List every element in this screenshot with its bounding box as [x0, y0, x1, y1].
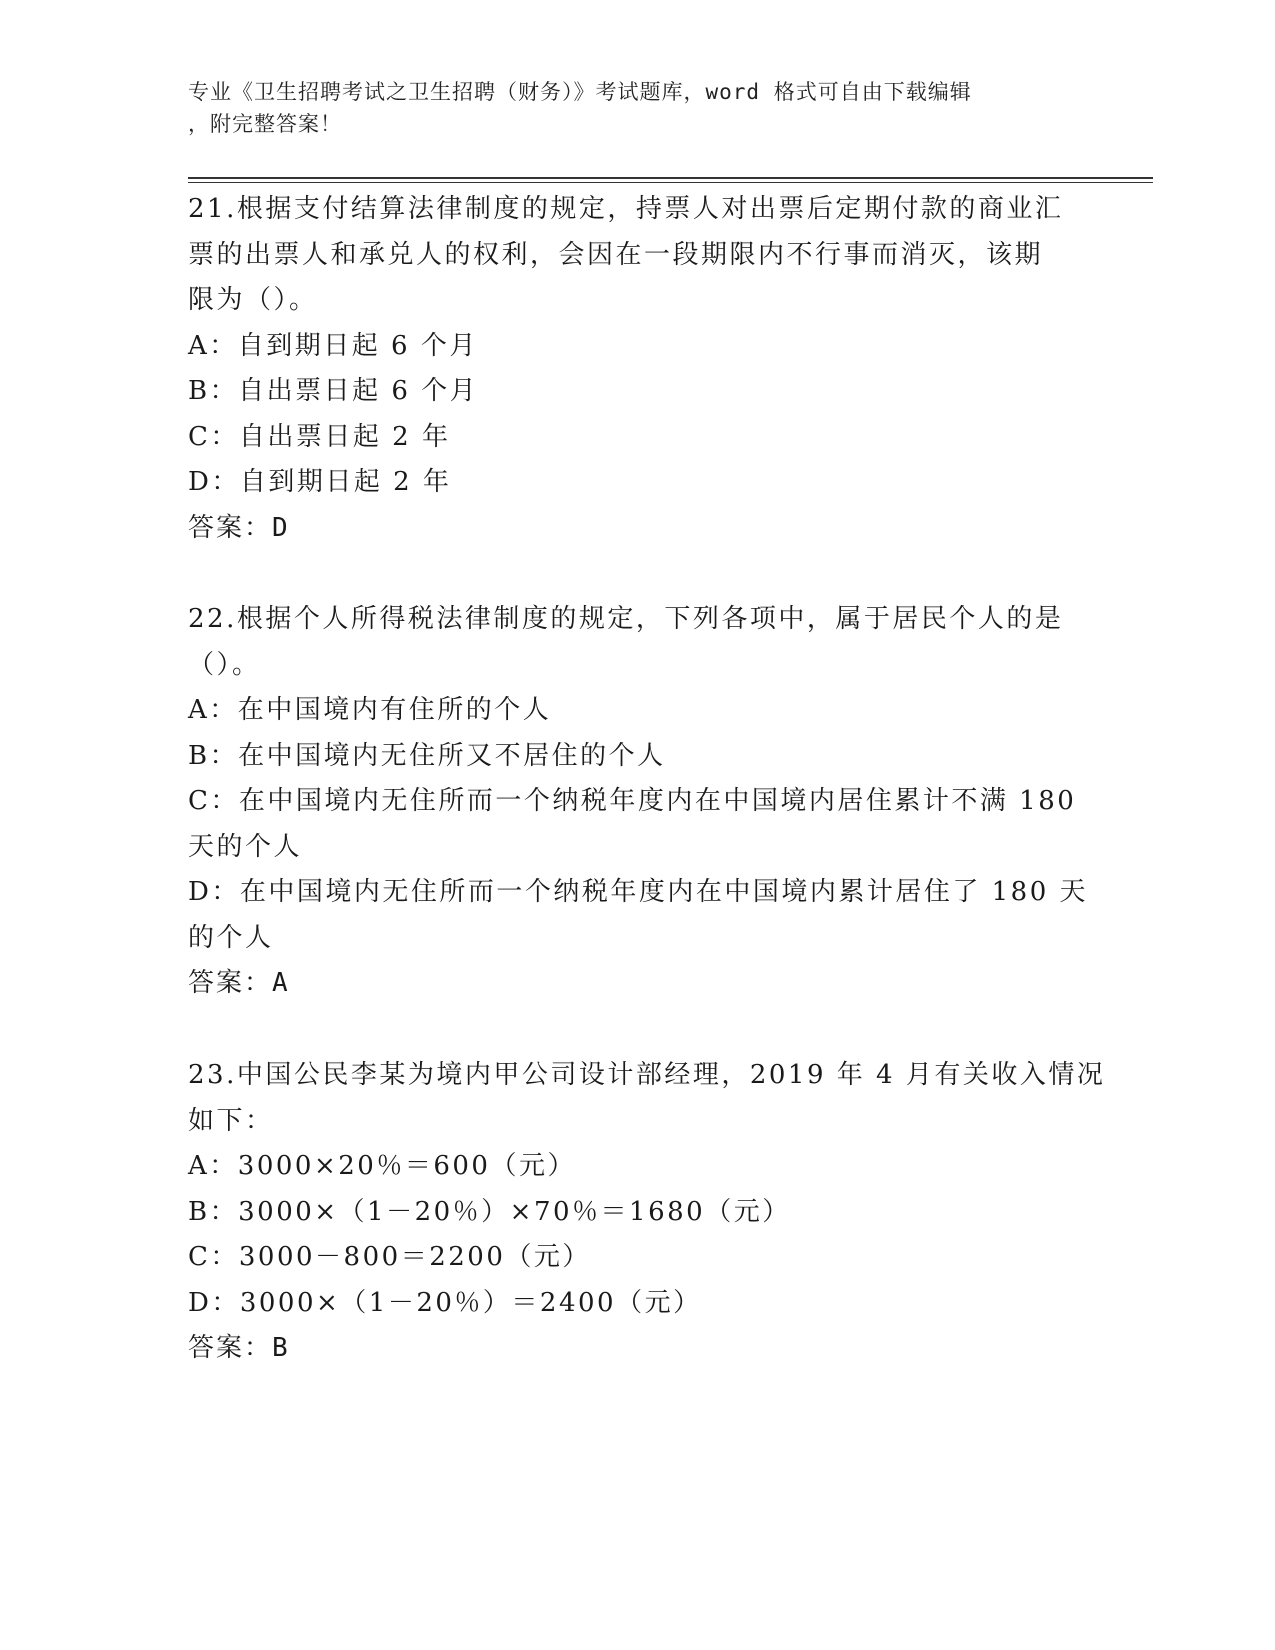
- question-stem-line: 21.根据支付结算法律制度的规定，持票人对出票后定期付款的商业汇: [188, 194, 1064, 224]
- question-23: [188, 1053, 1106, 1372]
- answer-value: B: [272, 1333, 290, 1363]
- option-d-continued: 的个人: [188, 922, 274, 953]
- header-line: 专业《卫生招聘考试之卫生招聘（财务）》考试题库，word 格式可自由下载编辑: [188, 80, 972, 104]
- option-b: B：自出票日起 6 个月: [188, 376, 479, 406]
- option-b: B：3000×（1－20％）×70％＝1680（元）: [188, 1196, 791, 1227]
- question-stem-line: 限为（）。: [188, 285, 318, 315]
- question-stem-line: （）。: [188, 649, 261, 680]
- question-stem-line: 23.中国公民李某为境内甲公司设计部经理，2019 年 4 月有关收入情况: [188, 1060, 1106, 1090]
- answer-label: 答案：: [188, 1333, 273, 1363]
- header-divider-thin: [188, 182, 1153, 183]
- header-line: ，附完整答案！: [188, 112, 342, 136]
- document-header: [188, 76, 1068, 140]
- question-21: [188, 187, 1088, 551]
- option-c: C：在中国境内无住所而一个纳税年度内在中国境内居住累计不满 180: [188, 786, 1077, 816]
- question-stem-line: 如下：: [188, 1105, 274, 1136]
- option-d: D：自到期日起 2 年: [188, 467, 452, 497]
- answer-value: A: [272, 968, 290, 998]
- option-a: A：自到期日起 6 个月: [188, 330, 478, 361]
- answer: [188, 1326, 1088, 1372]
- answer-value: D: [272, 512, 290, 543]
- header-divider: [188, 177, 1153, 179]
- option-c-continued: 天的个人: [188, 831, 303, 862]
- answer: [188, 961, 1088, 1007]
- option-a: A：在中国境内有住所的个人: [188, 695, 552, 725]
- question-22: [188, 597, 1088, 1007]
- option-c: C：自出票日起 2 年: [188, 421, 451, 452]
- answer-label: 答案：: [188, 512, 273, 543]
- answer-label: 答案：: [188, 968, 273, 998]
- option-a: A：3000×20％＝600（元）: [188, 1151, 576, 1181]
- option-c: C：3000－800＝2200（元）: [188, 1242, 591, 1272]
- option-b: B：在中国境内无住所又不居住的个人: [188, 740, 666, 771]
- question-stem-line: 22.根据个人所得税法律制度的规定，下列各项中，属于居民个人的是: [188, 604, 1064, 634]
- option-d: D：在中国境内无住所而一个纳税年度内在中国境内累计居住了 180 天: [188, 877, 1089, 907]
- answer: [188, 506, 1088, 552]
- option-d: D：3000×（1－20％）＝2400（元）: [188, 1287, 702, 1318]
- question-stem-line: 票的出票人和承兑人的权利，会因在一段期限内不行事而消灭，该期: [188, 239, 1044, 270]
